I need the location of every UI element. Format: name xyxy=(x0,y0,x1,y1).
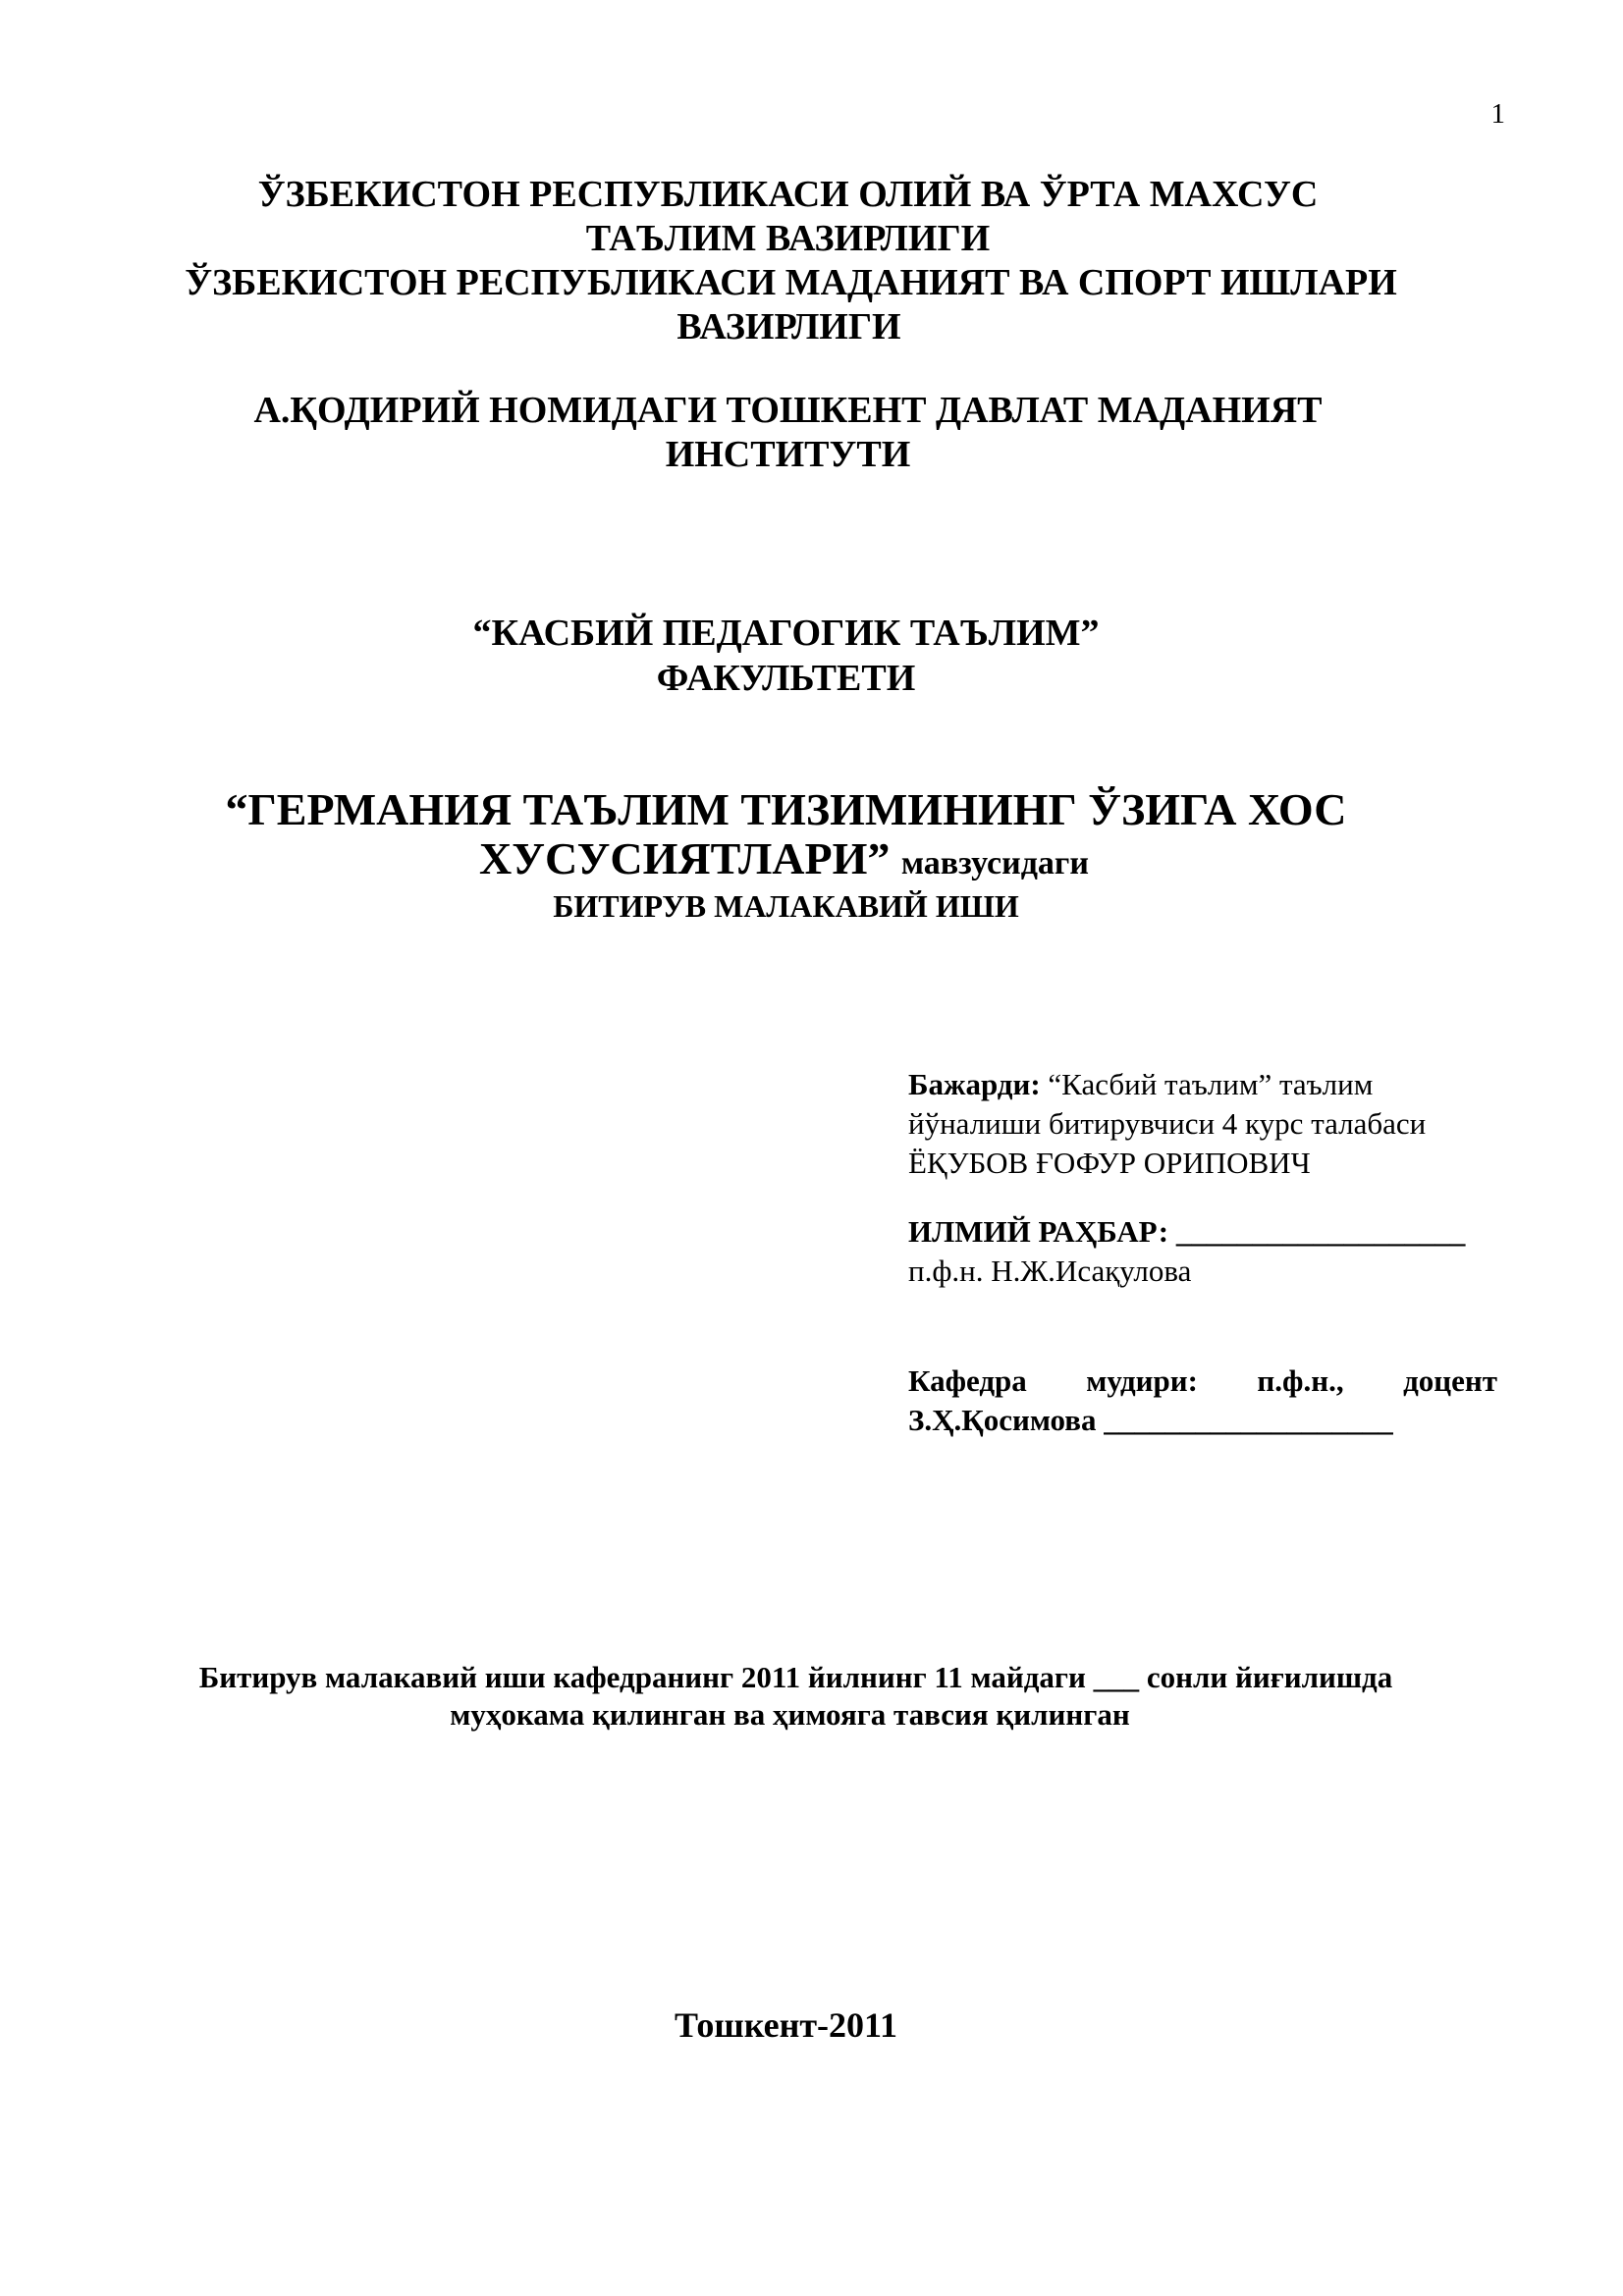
supervisor-name: п.ф.н. Н.Ж.Исақулова xyxy=(908,1254,1192,1288)
ministry-line-3: ЎЗБЕКИСТОН РЕСПУБЛИКАСИ МАДАНИЯТ ВА СПОРТ ИШЛАРИ xyxy=(185,262,1397,303)
performer-block xyxy=(908,1065,1497,1183)
performer-name: ЁҚУБОВ ҒОФУР ОРИПОВИЧ xyxy=(908,1146,1311,1180)
department-head-word-3: п.ф.н., xyxy=(1257,1363,1344,1398)
performer-line-1 xyxy=(908,1065,1497,1104)
department-head-line-2: З.Ҳ.Қосимова ___________________ xyxy=(908,1403,1393,1437)
department-head-word-2: мудири: xyxy=(1086,1363,1198,1398)
ministry-line-4: ВАЗИРЛИГИ xyxy=(676,306,901,347)
city-year xyxy=(0,2004,1623,2046)
ministry-line-1: ЎЗБЕКИСТОН РЕСПУБЛИКАСИ ОЛИЙ ВА ЎРТА МАХСУС xyxy=(257,174,1319,215)
institute-line-2: ИНСТИТУТИ xyxy=(665,434,911,475)
department-head-word-1: Кафедра xyxy=(908,1363,1027,1398)
supervisor-block xyxy=(908,1212,1497,1291)
supervisor-label: ИЛМИЙ РАҲБАР: ___________________ xyxy=(908,1214,1466,1249)
topic-suffix: мавзусидаги xyxy=(900,845,1089,881)
approval-line-1: Битирув малакавий иши кафедранинг 2011 йилнинг 11 майдаги ___ сонли йиғилишда xyxy=(198,1660,1393,1694)
city-year-text: Тошкент-2011 xyxy=(674,2005,898,2045)
ministry-header xyxy=(0,173,1623,349)
faculty-line-1: “КАСБИЙ ПЕДАГОГИК ТАЪЛИМ” xyxy=(472,613,1100,654)
page-number: 1 xyxy=(1490,98,1505,130)
work-type xyxy=(0,888,1623,925)
thesis-topic xyxy=(0,785,1623,888)
performer-line-2: йўналиши битирувчиси 4 курс талабаси xyxy=(908,1106,1427,1141)
department-head-word-4: доцент xyxy=(1403,1363,1497,1398)
department-head-line-1 xyxy=(908,1362,1497,1401)
ministry-line-2: ТАЪЛИМ ВАЗИРЛИГИ xyxy=(585,218,991,259)
performer-label: Бажарди: xyxy=(908,1067,1041,1101)
faculty-line-2: ФАКУЛЬТЕТИ xyxy=(656,658,916,699)
department-head-block xyxy=(908,1362,1497,1440)
performer-line-1-text: “Касбий таълим” таълим xyxy=(1048,1067,1374,1101)
institute-header xyxy=(0,389,1623,477)
topic-line-2 xyxy=(0,834,1596,888)
institute-line-1: А.ҚОДИРИЙ НОМИДАГИ ТОШКЕНТ ДАВЛАТ МАДАНИЯТ xyxy=(253,390,1323,431)
approval-line-2: муҳокама қилинган ва ҳимояга тавсия қилинган xyxy=(450,1697,1130,1732)
topic-line-1: “ГЕРМАНИЯ ТАЪЛИМ ТИЗИМИНИНГ ЎЗИГА ХОС xyxy=(225,784,1347,834)
topic-line-2-text: ХУСУСИЯТЛАРИ” xyxy=(479,833,891,883)
faculty-header xyxy=(0,611,1623,701)
work-type-text: БИТИРУВ МАЛАКАВИЙ ИШИ xyxy=(553,888,1019,924)
approval-note xyxy=(0,1659,1623,1734)
